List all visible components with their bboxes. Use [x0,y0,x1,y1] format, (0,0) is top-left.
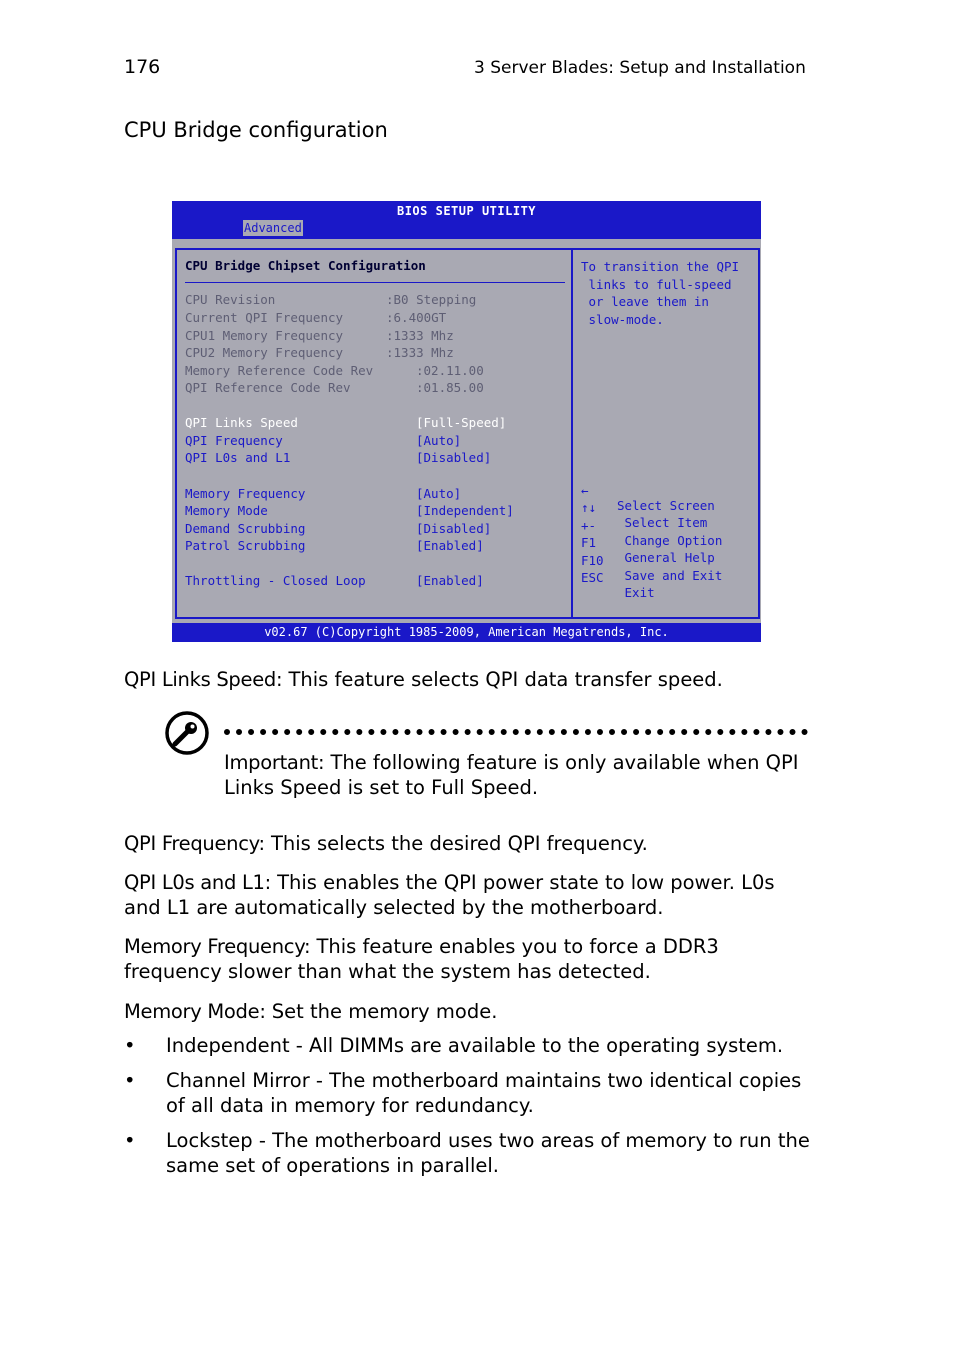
para-qpi-frequency [124,831,814,856]
bios-info-value: :B0 Stepping [386,292,477,307]
bios-setting-label: QPI Links Speed [185,415,298,430]
section-title: CPU Bridge configuration [124,118,388,142]
bios-info-value: :02.11.00 [416,363,484,378]
bios-info-value: :01.85.00 [416,380,484,395]
bullet-text: Independent - All DIMMs are available to the operating system. [166,1034,784,1057]
bios-key-desc: General Help [617,550,715,565]
bios-tab-advanced: Advanced [244,221,302,235]
bullet-marker: • [124,1069,136,1092]
bios-setting-memory-frequency[interactable] [185,486,565,502]
note-dotted-rule [224,729,808,735]
bios-setting-label: Memory Mode [185,503,268,518]
bios-info-row [185,380,565,396]
bios-key-desc: Select Item [617,515,708,530]
bullet-marker: • [124,1034,136,1057]
important-key-icon [164,710,210,756]
bios-title-bar [172,201,761,239]
bios-key: F10 [581,553,604,568]
bios-setting-value[interactable]: [Enabled] [416,573,484,588]
bios-main-panel [175,248,572,619]
bios-setting-memory-mode[interactable] [185,503,565,519]
bios-info-label: Current QPI Frequency [185,310,344,325]
bios-info-label: Memory Reference Code Rev [185,363,374,378]
bios-key-desc: Exit [617,585,655,600]
bios-help-panel [571,248,760,619]
bios-info-label: QPI Reference Code Rev [185,380,351,395]
bios-setting-label: QPI L0s and L1 [185,450,291,465]
bios-setting-patrol-scrubbing[interactable] [185,538,565,554]
bios-info-label: CPU1 Memory Frequency [185,328,344,343]
bios-help-text: To transition the QPI links to full-speed or leave them in slow-mode. [581,259,740,327]
bios-setting-value[interactable]: [Independent] [416,503,514,518]
term-label: Memory Mode: [124,1000,266,1023]
bios-setting-label: Memory Frequency [185,486,306,501]
bios-panel-heading: CPU Bridge Chipset Configuration [185,258,426,273]
bios-info-row [185,292,565,308]
bios-key: +- [581,518,597,533]
term-label: QPI Links Speed: [124,668,283,691]
bios-info-value: :1333 Mhz [386,328,454,343]
bios-setting-demand-scrubbing[interactable] [185,521,565,537]
bios-setting-label: Throttling - Closed Loop [185,573,366,588]
bios-setting-qpi-links-speed[interactable] [185,415,565,431]
bios-key: ↑↓ [581,500,597,515]
bios-copyright-bar: v02.67 (C)Copyright 1985-2009, American Megatrends, Inc. [172,623,761,642]
page-number: 176 [124,56,161,78]
bullet-text: Channel Mirror - The motherboard maintains two identical copies of all data in memory for redundancy. [166,1069,802,1117]
bios-key: ← [581,483,589,498]
bullet-marker: • [124,1129,136,1152]
bios-info-row [185,363,565,379]
bios-setting-label: QPI Frequency [185,433,283,448]
bullet-text: Lockstep - The motherboard uses two areas of memory to run the same set of operations in parallel. [166,1129,810,1177]
bios-key-desc: Save and Exit [617,568,723,583]
bios-info-label: CPU2 Memory Frequency [185,345,344,360]
term-label: QPI Frequency: [124,832,265,855]
bios-info-row [185,328,565,344]
bios-info-row [185,345,565,361]
term-description: This feature enables you to force a DDR3 frequency slower than what the system has detected. [124,935,719,983]
term-description: Set the memory mode. [265,1000,498,1023]
important-note [224,750,804,800]
bios-key: ESC [581,570,604,585]
bios-info-value: :1333 Mhz [386,345,454,360]
para-qpi-l0s-l1 [124,870,814,920]
bios-setting-qpi-l0s-l1[interactable] [185,450,565,466]
term-description: This feature selects QPI data transfer speed. [282,668,723,691]
term-description: This selects the desired QPI frequency. [264,832,648,855]
bios-setting-throttling[interactable] [185,573,565,589]
term-description: The following feature is only available when QPI Links Speed is set to Full Speed. [224,751,799,799]
term-label: QPI L0s and L1: [124,871,271,894]
bios-screenshot [172,201,761,642]
bios-setting-qpi-frequency[interactable] [185,433,565,449]
para-memory-mode [124,999,814,1024]
term-label: Important: [224,751,325,774]
bios-info-row [185,310,565,326]
bios-setting-value[interactable]: [Disabled] [416,521,492,536]
bios-key-desc: Select Screen [617,498,715,513]
bios-info-value: :6.400GT [386,310,447,325]
bios-key: F1 [581,535,597,550]
bios-title: BIOS SETUP UTILITY [396,204,537,218]
bios-heading-rule [185,282,565,283]
bios-key-desc: Change Option [617,533,723,548]
bios-setting-value[interactable]: [Auto] [416,433,462,448]
bios-setting-value[interactable]: [Auto] [416,486,462,501]
bios-setting-label: Demand Scrubbing [185,521,306,536]
bios-setting-value[interactable]: [Disabled] [416,450,492,465]
term-label: Memory Frequency: [124,935,311,958]
bios-key-legend-row [581,468,756,513]
para-qpi-links-speed [124,667,814,692]
bios-setting-value[interactable]: [Full-Speed] [416,415,507,430]
para-memory-frequency [124,934,814,984]
bios-info-label: CPU Revision [185,292,276,307]
term-description: This enables the QPI power state to low power. L0s and L1 are automatically selected by the motherboard. [124,871,775,919]
running-head: 3 Server Blades: Setup and Installation [474,58,806,78]
bios-setting-value[interactable]: [Enabled] [416,538,484,553]
bios-setting-label: Patrol Scrubbing [185,538,306,553]
